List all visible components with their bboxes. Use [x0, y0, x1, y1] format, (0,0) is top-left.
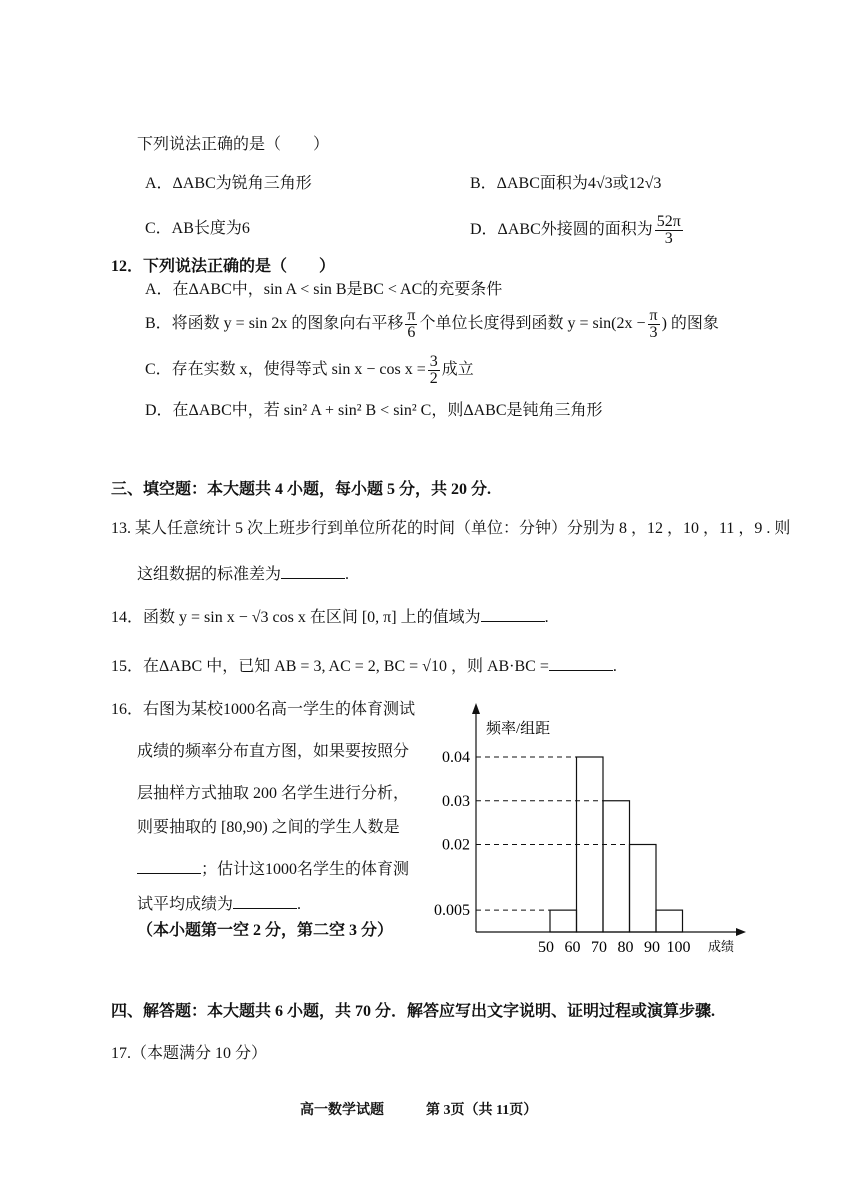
- q12-b-frac2: [648, 308, 660, 341]
- q13-line2-text: 这组数据的标准差为: [137, 566, 282, 583]
- footer-page: 第 3页（共 11页）: [426, 1103, 538, 1118]
- q11-option-b: B．ΔABC面积为4√3或12√3: [470, 175, 662, 192]
- x-tick-label: 50: [538, 939, 554, 956]
- q13-end: .: [345, 566, 350, 583]
- section3-heading: 三、填空题：本大题共 4 小题，每小题 5 分，共 20 分.: [111, 481, 492, 498]
- q12-b-num2: π: [649, 306, 658, 324]
- q11-d-den: 3: [664, 229, 673, 247]
- q12-option-c: [145, 352, 474, 388]
- q17-heading: 17.（本题满分 10 分）: [111, 1045, 268, 1062]
- histogram-bar: [656, 910, 683, 932]
- q12-b-mid: 个单位长度得到函数 y = sin(2x −: [419, 315, 646, 332]
- q11-d-num: 52π: [656, 212, 681, 230]
- q16-line5: [137, 859, 409, 880]
- y-tick-label: 0.005: [434, 902, 470, 920]
- q11-d-fraction: [655, 214, 683, 247]
- q11-option-d-text: D．ΔABC外接圆的面积为: [470, 221, 653, 238]
- q12-b-num1: π: [407, 306, 416, 324]
- q16-line6: [137, 894, 301, 915]
- x-tick-label: 100: [666, 939, 691, 956]
- y-axis-arrow: [472, 703, 480, 714]
- q12-stem: [111, 257, 335, 277]
- q16-line2: 成绩的频率分布直方图，如果要按照分: [137, 743, 410, 760]
- q11-option-a: A．ΔABC为锐角三角形: [145, 175, 312, 192]
- q12-b-den2: 3: [649, 323, 658, 341]
- x-axis-title: 成绩: [708, 939, 735, 954]
- histogram-bar: [577, 757, 604, 932]
- y-tick-label: 0.03: [442, 792, 470, 810]
- q15-end: .: [612, 658, 617, 675]
- q14-answer-blank[interactable]: [481, 607, 545, 622]
- q12-option-b: [145, 306, 719, 342]
- q15: [111, 656, 617, 677]
- q12-c-frac: [428, 354, 440, 387]
- q16-scoring-note: （本小题第一空 2 分，第二空 3 分）: [137, 922, 394, 939]
- q14-text: 14．函数 y = sin x − √3 cos x 在区间 [0, π] 上的值域为: [111, 609, 481, 626]
- q16-line4: 则要抽取的 [80,90) 之间的学生人数是: [137, 819, 400, 836]
- q12-c-den: 2: [429, 369, 438, 387]
- histogram-bar: [603, 801, 630, 932]
- histogram-bar: [630, 845, 657, 933]
- q16-answer-blank-1[interactable]: [137, 859, 201, 874]
- q12-b-den1: 6: [407, 323, 416, 341]
- q16-line1: 16．右图为某校1000名高一学生的体育测试: [111, 701, 416, 718]
- q12-c-post: 成立: [441, 361, 474, 378]
- q15-answer-blank[interactable]: [549, 656, 613, 671]
- q11-option-d: [470, 212, 685, 248]
- q14-end: .: [544, 609, 549, 626]
- x-tick-label: 60: [564, 939, 581, 956]
- q14: [111, 607, 549, 628]
- q12-c-num: 3: [429, 352, 438, 370]
- q12-c-pre: C．存在实数 x，使得等式 sin x − cos x =: [145, 361, 426, 378]
- y-tick-label: 0.02: [442, 836, 470, 854]
- x-axis-arrow: [736, 928, 746, 936]
- footer-subject: 高一数学试题: [300, 1103, 384, 1118]
- y-tick-label: 0.04: [442, 749, 470, 766]
- histogram-bar: [550, 910, 577, 932]
- q11-option-c: C．AB长度为6: [145, 220, 250, 237]
- x-tick-label: 80: [617, 939, 634, 956]
- q11-stem: 下列说法正确的是（ ）: [137, 136, 330, 153]
- q16-line3: 层抽样方式抽取 200 名学生进行分析，: [137, 785, 410, 802]
- q13-line2: [137, 564, 349, 585]
- q13-answer-blank[interactable]: [281, 564, 345, 579]
- y-axis-title: 频率/组距: [486, 721, 551, 737]
- q15-text: 15．在ΔABC 中，已知 AB = 3, AC = 2, BC = √10 ，则 AB·BC =: [111, 658, 549, 675]
- q12-b-pre: B．将函数 y = sin 2x 的图象向右平移: [145, 315, 404, 332]
- q16-line6-end: .: [297, 896, 302, 913]
- x-tick-label: 90: [644, 939, 660, 956]
- q16-line5-text: ；估计这1000名学生的体育测: [201, 861, 410, 878]
- q12-option-d: D．在ΔABC中，若 sin² A + sin² B < sin² C，则ΔABC是钝角三角形: [145, 402, 603, 419]
- q16-answer-blank-2[interactable]: [233, 894, 297, 909]
- q13-line1: 13. 某人任意统计 5 次上班步行到单位所花的时间（单位：分钟）分别为 8 ，12 ，10 ，11 ，9 . 则: [111, 520, 791, 537]
- q12-b-frac1: [405, 308, 417, 341]
- q12-option-a: A．在ΔABC中，sin A < sin B是BC < AC的充要条件: [145, 281, 503, 298]
- section4-heading: 四、解答题：本大题共 6 小题，共 70 分．解答应写出文字说明、证明过程或演算步骤.: [111, 1003, 716, 1020]
- q16-line6-text: 试平均成绩为: [137, 896, 234, 913]
- q12-b-post: ) 的图象: [661, 315, 719, 332]
- x-tick-label: 70: [591, 939, 607, 956]
- q12-stem-text: 12．下列说法正确的是（ ）: [111, 258, 336, 275]
- frequency-histogram: [420, 700, 750, 965]
